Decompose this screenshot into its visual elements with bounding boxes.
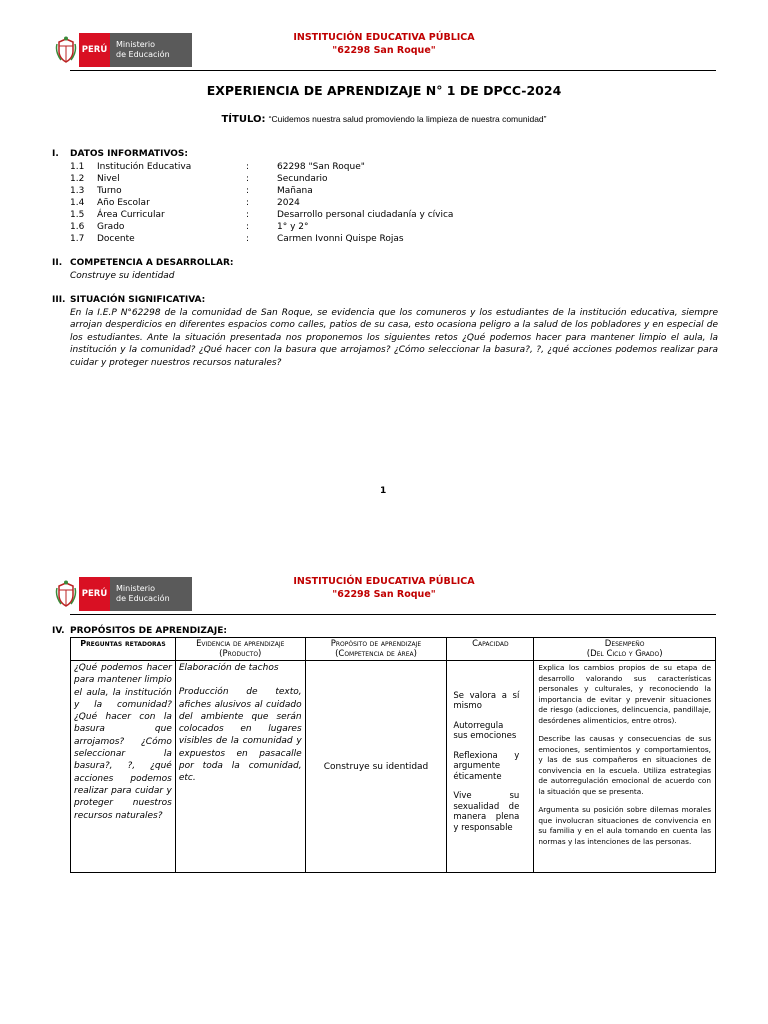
school-name: "62298 San Roque": [332, 45, 436, 56]
info-sep: :: [246, 162, 250, 172]
page-number: 1: [380, 486, 387, 496]
cell-capacidad: [447, 661, 534, 873]
cell-preguntas: [71, 661, 176, 873]
info-num: 1.3: [70, 186, 85, 196]
section-2-body: Construye su identidad: [70, 271, 175, 281]
desempeno-item: Describe las causas y consecuencias de sus emociones, sentimientos y comportamientos, y las de sus compañeros en situaciones de convivencia en la escuela. Utiliza estrategias de autorregulación emocional de acuerdo con la situación que se presenta.: [538, 734, 711, 796]
titulo-line: [70, 114, 698, 125]
table-header-row: [71, 638, 716, 661]
evidencia-1: Elaboración de tachos: [178, 663, 279, 673]
info-label: Turno: [97, 186, 122, 196]
capacidad-item: Se valora a sí mismo: [453, 690, 520, 712]
school-header: INSTITUCIÓN EDUCATIVA PÚBLICA: [293, 32, 475, 43]
section-4-number: IV.: [52, 626, 65, 636]
school-header-page2: INSTITUCIÓN EDUCATIVA PÚBLICA: [293, 576, 475, 587]
info-label: Institución Educativa: [97, 162, 192, 172]
info-num: 1.5: [70, 210, 85, 220]
capacidad-item: Vive su sexualidad de manera plena y responsable: [453, 791, 520, 833]
section-3-heading: SITUACIÓN SIGNIFICATIVA:: [70, 295, 206, 305]
info-sep: :: [246, 186, 250, 196]
info-value: Mañana: [277, 186, 313, 196]
info-sep: :: [246, 234, 250, 244]
info-value: 62298 "San Roque": [277, 162, 365, 172]
evidencia-2: Producción de texto, afiches alusivos al cuidado del ambiente que serán colocados en lugares visibles de la comunidad y expuestos en pasacalle por toda la comunidad, etc.: [178, 687, 302, 784]
info-num: 1.4: [70, 198, 85, 208]
cell-evidencia: [175, 661, 305, 873]
ministry-line1: Ministerio: [116, 584, 156, 593]
cell-proposito: [305, 661, 447, 873]
minedu-logo-page2: [52, 577, 192, 611]
info-value: 2024: [277, 198, 300, 208]
info-label: Grado: [97, 222, 125, 232]
header-sub: (Del Ciclo y Grado): [586, 649, 663, 659]
minedu-logo: [52, 33, 192, 67]
capacidad-item: Reflexiona y argumente éticamente: [453, 750, 520, 782]
info-label: Año Escolar: [97, 198, 150, 208]
section-4-heading: PROPÓSITOS DE APRENDIZAJE:: [70, 626, 227, 636]
header-sub: (Competencia de área): [335, 649, 417, 659]
peru-label: PERÚ: [79, 577, 110, 611]
peru-label: PERÚ: [79, 33, 110, 67]
header-main: Propósito de aprendizaje: [330, 639, 422, 649]
info-sep: :: [246, 198, 250, 208]
header-main: Desempeño: [604, 639, 645, 649]
header-divider-page2: [70, 614, 716, 615]
table-row: [71, 661, 716, 873]
ministry-line2: de Educación: [116, 594, 170, 603]
section-2-number: II.: [52, 258, 63, 268]
info-num: 1.7: [70, 234, 85, 244]
header-preguntas: [71, 638, 176, 661]
info-num: 1.6: [70, 222, 85, 232]
school-name-page2: "62298 San Roque": [332, 589, 436, 600]
ministry-line1: Ministerio: [116, 40, 156, 49]
preguntas-text: ¿Qué podemos hacer para mantener limpio el aula, la institución y la comunidad? ¿Qué hacer con la basura que arrojamos? ¿Cómo seleccionar la basura?, ?, ¿qué acciones podemos realizar para cuidar y proteger nuestros recursos naturales?: [74, 663, 172, 821]
header-sub: (Producto): [219, 649, 262, 659]
header-evidencia: [175, 638, 305, 661]
info-sep: :: [246, 174, 250, 184]
header-proposito: [305, 638, 447, 661]
info-label: Nivel: [97, 174, 120, 184]
ministry-line2: de Educación: [116, 50, 170, 59]
info-value: 1° y 2°: [277, 222, 309, 232]
info-label: Área Curricular: [97, 210, 165, 220]
desempeno-item: Argumenta su posición sobre dilemas morales que involucran situaciones de convivencia en su familia y en el aula tomando en cuenta las normas y las intenciones de las personas.: [538, 805, 711, 846]
header-main: Preguntas retadoras: [80, 639, 166, 648]
info-value: Desarrollo personal ciudadanía y cívica: [277, 210, 454, 220]
desempeno-item: Explica los cambios propios de su etapa de desarrollo valorando sus características personales y culturales, y reconociendo la importancia de evitar y prevenir situaciones de riesgo (adicciones, delincuencia, pandillaje, desórdenes alimenticios, entre otros).: [538, 663, 711, 725]
ministry-label: [110, 577, 192, 611]
info-sep: :: [246, 222, 250, 232]
titulo-label: TÍTULO:: [221, 114, 266, 125]
section-2-heading: COMPETENCIA A DESARROLLAR:: [70, 258, 234, 268]
situacion-significativa: En la I.E.P N°62298 de la comunidad de San Roque, se evidencia que los comuneros y los estudiantes de la institución educativa, siempre arrojan desperdicios en diferentes espacios como calles, patios de su casa, esto ocasiona peligro a la salud de los pobladores y en especial de los estudiantes. Ante la situación presentada nos proponemos los siguientes retos ¿Qué podemos hacer para mantener limpio el aula, la institución y la comunidad? ¿Qué hacer con la basura que arrojamos? ¿Cómo seleccionar la basura?, ?, ¿qué acciones podemos realizar para cuidar y proteger nuestros recursos naturales?: [70, 308, 718, 368]
capacidad-item: Autorregula sus emociones: [453, 720, 517, 742]
info-value: Secundario: [277, 174, 328, 184]
header-capacidad: [447, 638, 534, 661]
info-num: 1.1: [70, 162, 85, 172]
titulo-value: “Cuidemos nuestra salud promoviendo la limpieza de nuestra comunidad”: [268, 114, 547, 124]
header-main: Evidencia de aprendizaje: [196, 639, 285, 649]
info-sep: :: [246, 210, 250, 220]
coat-of-arms-icon: [52, 577, 79, 611]
coat-of-arms-icon: [52, 33, 79, 67]
proposito-text: Construye su identidad: [323, 761, 429, 772]
header-main: Capacidad: [472, 639, 509, 649]
document-title: EXPERIENCIA DE APRENDIZAJE N° 1 DE DPCC-2024: [206, 83, 562, 98]
info-value: Carmen Ivonni Quispe Rojas: [277, 234, 404, 244]
section-3-number: III.: [52, 295, 66, 305]
header-divider: [70, 70, 716, 71]
cell-desempeno: [534, 661, 716, 873]
info-num: 1.2: [70, 174, 85, 184]
ministry-label: [110, 33, 192, 67]
propositos-table: [70, 637, 716, 873]
header-desempeno: [534, 638, 716, 661]
section-1-heading: DATOS INFORMATIVOS:: [70, 149, 189, 159]
info-label: Docente: [97, 234, 135, 244]
section-1-number: I.: [52, 149, 59, 159]
